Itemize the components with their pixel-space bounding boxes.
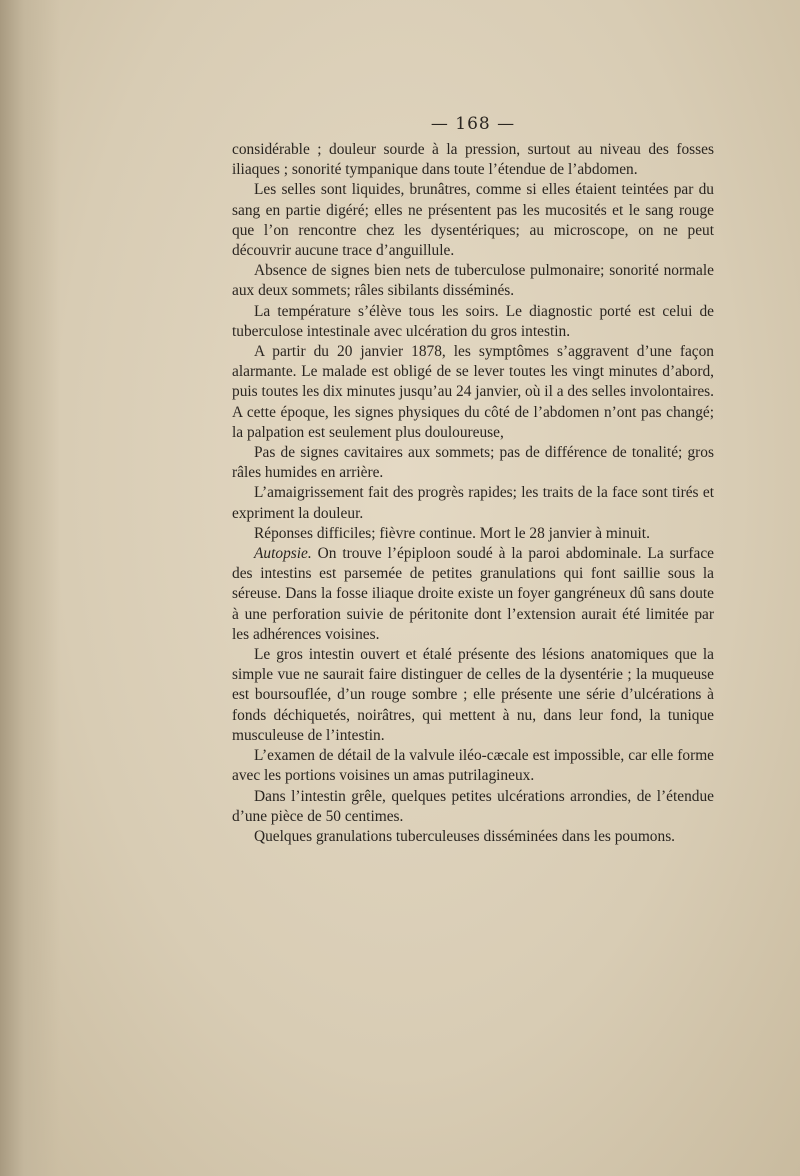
paragraph-6: Pas de signes cavitaires aux sommets; pas de différence de tonalité; gros râles humides en arrière. bbox=[232, 444, 714, 482]
paragraph-11: L’examen de détail de la valvule iléo-cæcale est impossible, car elle forme avec les portions voisines un amas putrilagineux. bbox=[232, 747, 714, 785]
paragraph-10: Le gros intestin ouvert et étalé présente des lésions anatomiques que la simple vue ne saurait faire distinguer de celles de la dysentérie ; la muqueuse est boursouflée, d’un rouge sombre ; elle présente une série d’ulcérations à fonds déchiquetés, noirâtres, qui mettent à nu, dans leur fond, la tunique musculeuse de l’intestin. bbox=[232, 646, 714, 744]
paragraph-1: considérable ; douleur sourde à la pression, surtout au niveau des fosses iliaques ; sonorité tympanique dans toute l’étendue de l’abdomen. bbox=[232, 141, 714, 179]
page-edge-shadow bbox=[0, 0, 60, 1176]
paragraph-5: A partir du 20 janvier 1878, les symptômes s’aggravent d’une façon alarmante. Le malade est obligé de se lever toutes les vingt minutes d’abord, puis toutes les dix minutes jusqu’au 24 janvier, où il a des selles involontaires. A cette époque, les signes physiques du côté de l’abdomen n’ont pas changé; la palpation est seulement plus douloureuse, bbox=[232, 343, 714, 441]
paragraph-2: Les selles sont liquides, brunâtres, comme si elles étaient teintées par du sang en partie digéré; elles ne présentent pas les mucosités et le sang rouge que l’on rencontre chez les dysentériques; au microscope, on ne peut découvrir aucune trace d’anguillule. bbox=[232, 181, 714, 260]
paragraph-4: La température s’élève tous les soirs. Le diagnostic porté est celui de tuberculose intestinale avec ulcération du gros intestin. bbox=[232, 302, 714, 340]
page-number: — 168 — bbox=[430, 114, 516, 134]
paragraph-3: Absence de signes bien nets de tuberculose pulmonaire; sonorité normale aux deux sommets; râles sibilants disséminés. bbox=[232, 262, 714, 300]
autopsie-text: On trouve l’épiploon soudé à la paroi abdominale. La surface des intestins est parsemée de petites granulations qui font saillie sous la séreuse. Dans la fosse iliaque droite existe un foyer gangréneux dû sans doute à une perforation suivie de péritonite dont l’extension aurait été limitée par les adhérences voisines. bbox=[232, 545, 714, 643]
document-page bbox=[232, 114, 714, 847]
paragraph-8: Réponses difficiles; fièvre continue. Mort le 28 janvier à minuit. bbox=[254, 524, 650, 542]
paragraph-12: Dans l’intestin grêle, quelques petites ulcérations arrondies, de l’étendue d’une pièce de 50 centimes. bbox=[232, 787, 714, 825]
paragraph-13: Quelques granulations tuberculeuses disséminées dans les poumons. bbox=[254, 827, 676, 845]
paragraph-autopsie bbox=[232, 544, 714, 645]
paragraph-7: L’amaigrissement fait des progrès rapides; les traits de la face sont tirés et expriment la douleur. bbox=[232, 484, 714, 522]
autopsie-heading: Autopsie. bbox=[254, 545, 312, 563]
